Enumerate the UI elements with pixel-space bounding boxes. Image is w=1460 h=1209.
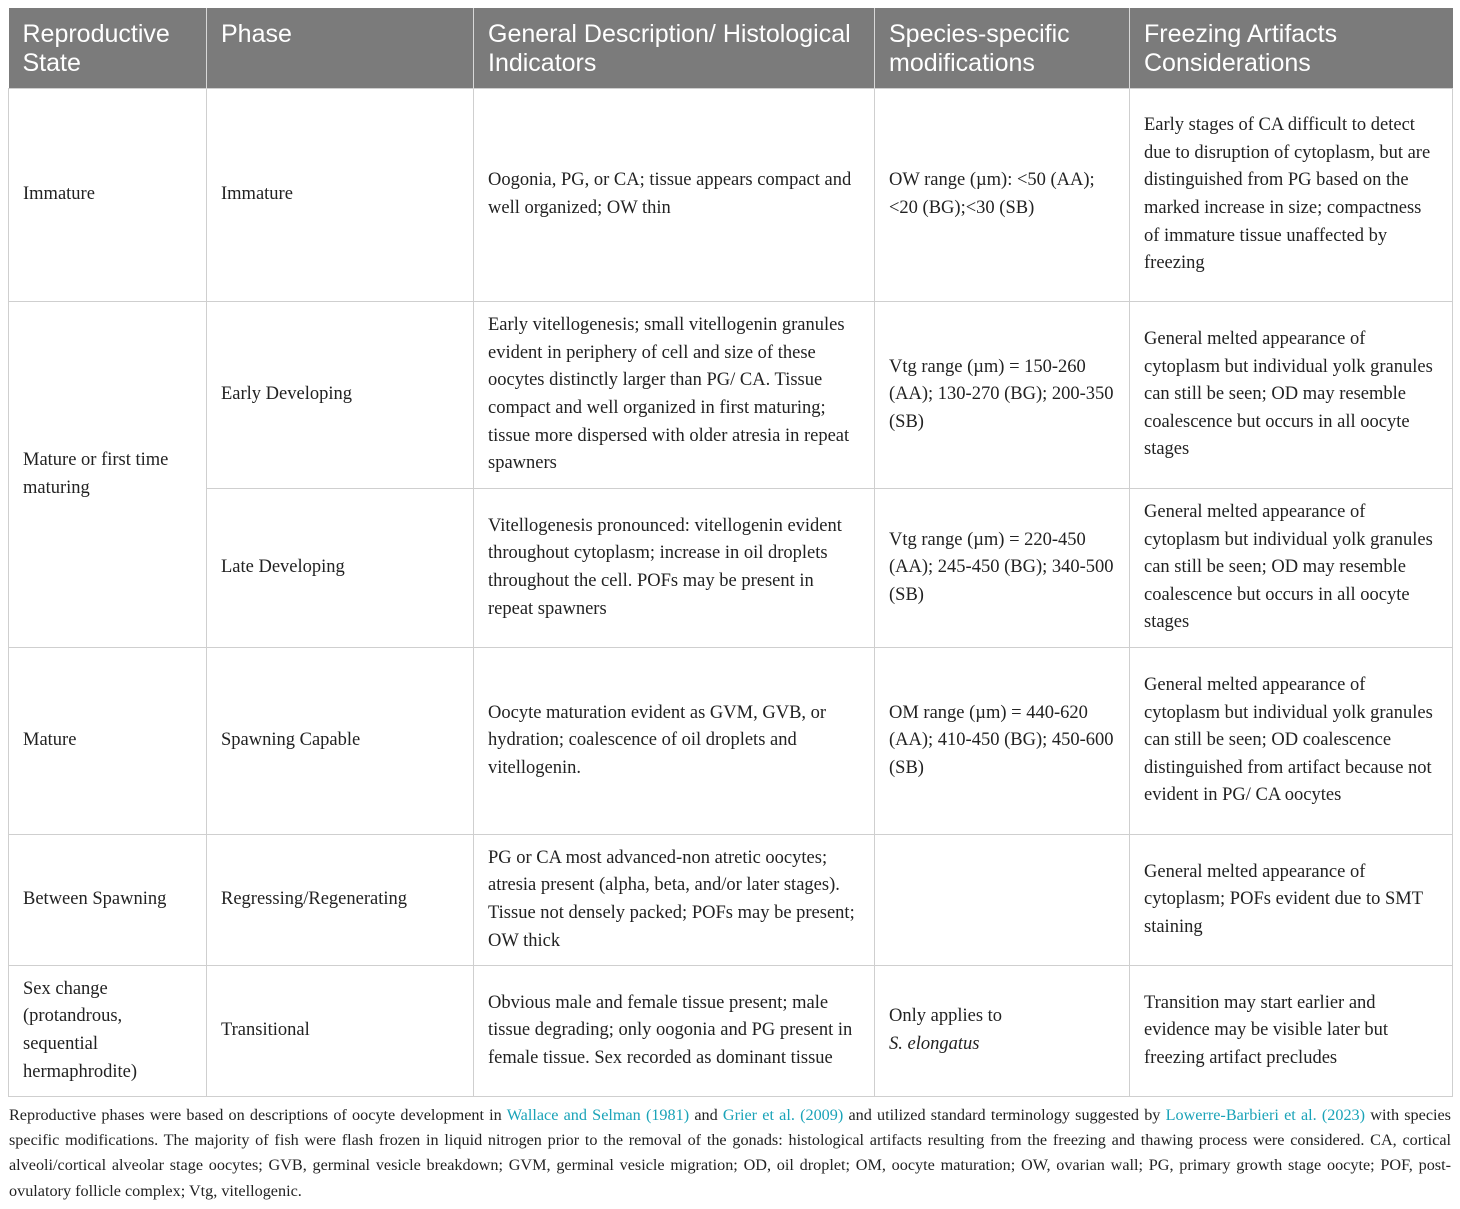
cell-description: PG or CA most advanced-non atretic oocytes; atresia present (alpha, beta, and/or later stages). Tissue not densely packed; POFs may be present; OW thick xyxy=(474,835,875,966)
cell-state: Mature or first time maturing xyxy=(9,302,207,648)
table-container xyxy=(8,8,1452,1204)
table-row xyxy=(9,966,1453,1097)
cell-description: Oocyte maturation evident as GVM, GVB, or hydration; coalescence of oil droplets and vitellogenin. xyxy=(474,648,875,835)
header-row xyxy=(9,8,1453,89)
cell-phase: Immature xyxy=(207,89,474,302)
table-row xyxy=(9,835,1453,966)
cell-description: Obvious male and female tissue present; male tissue degrading; only oogonia and PG present in female tissue. Sex recorded as dominant tissue xyxy=(474,966,875,1097)
cell-freezing: General melted appearance of cytoplasm but individual yolk granules can still be seen; OD coalescence distinguished from artifact because not evident in PG/ CA oocytes xyxy=(1130,648,1453,835)
cell-species: OM range (µm) = 440-620 (AA); 410-450 (BG); 450-600 (SB) xyxy=(875,648,1130,835)
header-species-specific: Species-specific modifications xyxy=(875,8,1130,89)
cell-description: Oogonia, PG, or CA; tissue appears compact and well organized; OW thin xyxy=(474,89,875,302)
reference-link-wallace-selman[interactable]: Wallace and Selman (1981) xyxy=(506,1106,690,1124)
cell-phase: Regressing/Regenerating xyxy=(207,835,474,966)
reproductive-phases-table xyxy=(8,8,1453,1097)
table-row xyxy=(9,648,1453,835)
cell-state: Sex change (protandrous, sequential hermaphrodite) xyxy=(9,966,207,1097)
table-row xyxy=(9,89,1453,302)
header-reproductive-state: Reproductive State xyxy=(9,8,207,89)
caption-text: with species specific modifications. The majority of fish were flash frozen in liquid nitrogen prior to the removal of the gonads: histological artifacts resulting from the freezing and thawing process were considered. CA, cortical alveoli/cortical alveolar stage oocytes; GVB, germinal vesicle breakdown; GVM, germinal vesicle migration; OD, oil droplet; OM, oocyte maturation; OW, ovarian wall; PG, primary growth stage oocyte; POF, post-ovulatory follicle complex; Vtg, vitellogenic. xyxy=(9,1106,1451,1200)
cell-species: Vtg range (µm) = 150-260 (AA); 130-270 (BG); 200-350 (SB) xyxy=(875,302,1130,489)
header-freezing-artifacts: Freezing Artifacts Considerations xyxy=(1130,8,1453,89)
cell-freezing: General melted appearance of cytoplasm but individual yolk granules can still be seen; OD may resemble coalescence but occurs in all oocyte stages xyxy=(1130,302,1453,489)
header-phase: Phase xyxy=(207,8,474,89)
cell-description: Early vitellogenesis; small vitellogenin granules evident in periphery of cell and size of these oocytes distinctly larger than PG/ CA. Tissue compact and well organized in first maturing; tissue more dispersed with older atresia in repeat spawners xyxy=(474,302,875,489)
table-row xyxy=(9,302,1453,489)
caption-text: and xyxy=(689,1106,723,1124)
reference-link-grier[interactable]: Grier et al. (2009) xyxy=(722,1106,844,1124)
cell-species xyxy=(875,966,1130,1097)
cell-species: Vtg range (µm) = 220-450 (AA); 245-450 (BG); 340-500 (SB) xyxy=(875,489,1130,648)
cell-freezing: Early stages of CA difficult to detect due to disruption of cytoplasm, but are distinguished from PG based on the marked increase in size; compactness of immature tissue unaffected by freezing xyxy=(1130,89,1453,302)
cell-species xyxy=(875,835,1130,966)
species-name: S. elongatus xyxy=(889,1034,980,1054)
cell-phase: Early Developing xyxy=(207,302,474,489)
cell-state: Immature xyxy=(9,89,207,302)
cell-phase: Late Developing xyxy=(207,489,474,648)
caption-text: and utilized standard terminology suggested by xyxy=(843,1106,1166,1124)
table-caption xyxy=(8,1103,1452,1204)
cell-freezing: Transition may start earlier and evidence may be visible later but freezing artifact precludes xyxy=(1130,966,1453,1097)
cell-state: Mature xyxy=(9,648,207,835)
cell-state: Between Spawning xyxy=(9,835,207,966)
cell-phase: Transitional xyxy=(207,966,474,1097)
reference-link-lowerre-barbieri[interactable]: Lowerre-Barbieri et al. (2023) xyxy=(1165,1106,1366,1124)
species-note: Only applies to xyxy=(889,1006,1003,1027)
header-general-description: General Description/ Histological Indicators xyxy=(474,8,875,89)
cell-description: Vitellogenesis pronounced: vitellogenin evident throughout cytoplasm; increase in oil droplets throughout the cell. POFs may be present in repeat spawners xyxy=(474,489,875,648)
cell-freezing: General melted appearance of cytoplasm; POFs evident due to SMT staining xyxy=(1130,835,1453,966)
caption-text: Reproductive phases were based on descriptions of oocyte development in xyxy=(9,1106,507,1124)
cell-phase: Spawning Capable xyxy=(207,648,474,835)
cell-freezing: General melted appearance of cytoplasm but individual yolk granules can still be seen; OD may resemble coalescence but occurs in all oocyte stages xyxy=(1130,489,1453,648)
cell-species: OW range (µm): <50 (AA); <20 (BG);<30 (SB) xyxy=(875,89,1130,302)
table-row xyxy=(9,489,1453,648)
